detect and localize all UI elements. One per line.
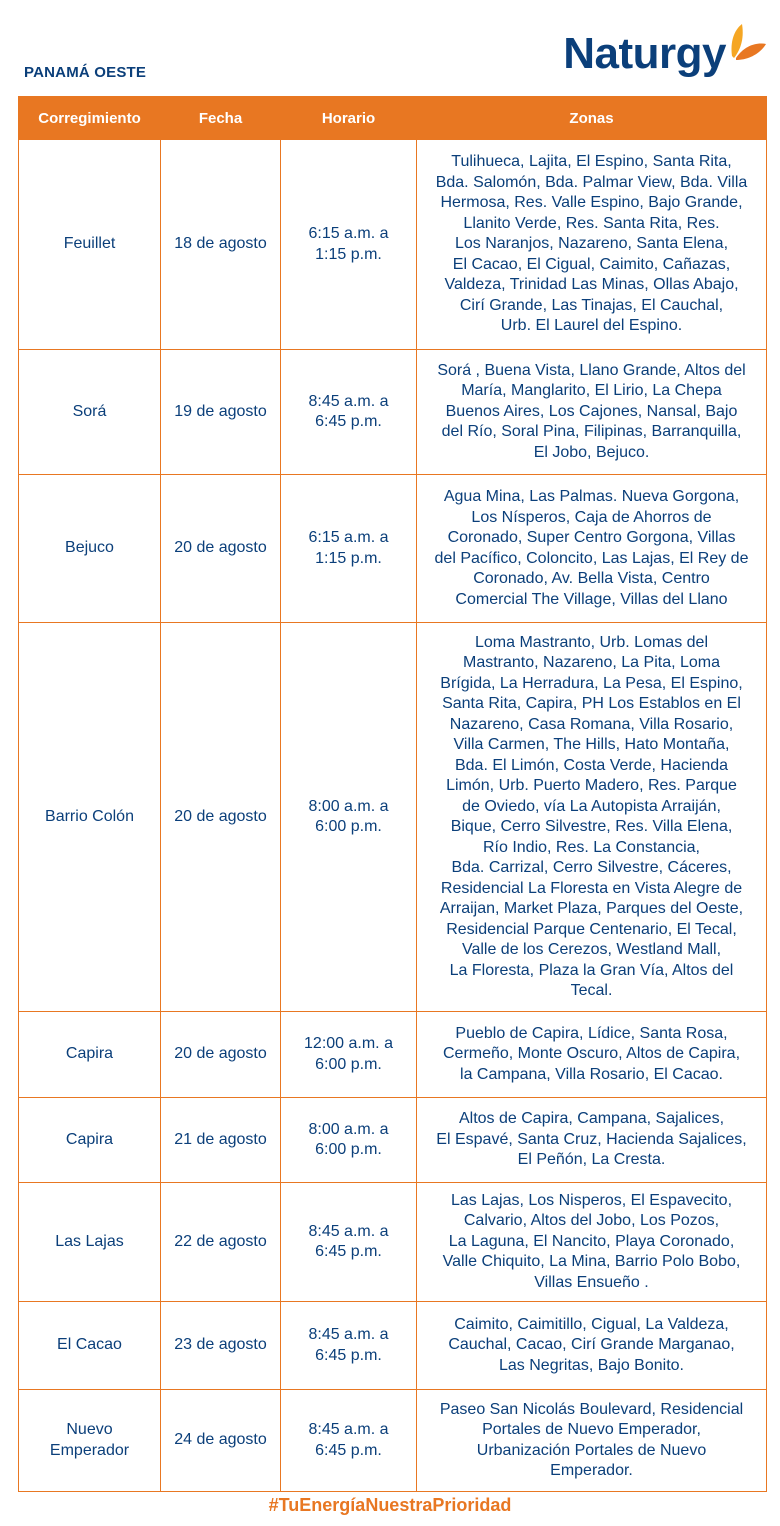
- zonas-line: Río Indio, Res. La Constancia,: [482, 838, 700, 856]
- fecha-cell: 21 de agosto: [161, 1098, 281, 1183]
- zonas-line: Valle Chiquito, La Mina, Barrio Polo Bobo,: [442, 1253, 741, 1271]
- corregimiento-cell: Feuillet: [19, 140, 161, 350]
- fecha-cell: 18 de agosto: [161, 140, 281, 350]
- corregimiento-cell: [19, 1390, 161, 1492]
- zonas-line: Residencial La Floresta en Vista Alegre de: [440, 879, 743, 897]
- horario-line: 8:45 a.m. a: [308, 1326, 389, 1343]
- zonas-line: El Espavé, Santa Cruz, Hacienda Sajalices,: [436, 1130, 747, 1148]
- zonas-line: Urbanización Portales de Nuevo: [476, 1441, 707, 1459]
- table-row: [19, 1012, 767, 1098]
- table-row: [19, 140, 767, 350]
- corregimiento-line: Emperador: [49, 1441, 130, 1459]
- horario-line: 6:45 p.m.: [315, 1441, 382, 1459]
- column-header: Fecha: [161, 97, 281, 140]
- horario-line: 6:15 a.m. a: [308, 529, 389, 546]
- fecha-cell: 20 de agosto: [161, 623, 281, 1012]
- zonas-line: la Campana, Villa Rosario, El Cacao.: [460, 1065, 723, 1083]
- zonas-line: Caimito, Caimitillo, Cigual, La Valdeza,: [454, 1315, 729, 1333]
- horario-line: 8:00 a.m. a: [308, 797, 389, 815]
- horario-line: 6:00 p.m.: [315, 1055, 382, 1073]
- zonas-line: Tulihueca, Lajita, El Espino, Santa Rita,: [451, 153, 732, 171]
- horario-line: 8:00 a.m. a: [308, 1120, 389, 1138]
- zonas-line: Las Negritas, Bajo Bonito.: [499, 1356, 684, 1374]
- zonas-line: Calvario, Altos del Jobo, Los Pozos,: [463, 1212, 720, 1230]
- zonas-line: Cermeño, Monte Oscuro, Altos de Capira,: [442, 1045, 741, 1063]
- zonas-cell: [417, 1302, 767, 1390]
- zonas-cell: [417, 1390, 767, 1492]
- zonas-line: Coronado, Av. Bella Vista, Centro: [473, 570, 710, 587]
- zonas-line: Villa Carmen, The Hills, Hato Montaña,: [453, 736, 730, 753]
- zonas-line: La Laguna, El Nancito, Playa Coronado,: [448, 1232, 735, 1250]
- zonas-line: Cirí Grande, Las Tinajas, El Cauchal,: [459, 296, 724, 314]
- zonas-cell: [417, 1012, 767, 1098]
- naturgy-logo: [563, 22, 768, 82]
- zonas-line: Santa Rita, Capira, PH Los Establos en El: [442, 695, 741, 712]
- zonas-line: Tecal.: [570, 982, 613, 999]
- zonas-line: María, Manglarito, El Lirio, La Chepa: [461, 382, 722, 400]
- fecha-cell: 20 de agosto: [161, 475, 281, 623]
- column-header: Corregimiento: [19, 97, 161, 140]
- zonas-line: Brígida, La Herradura, La Pesa, El Espino,: [440, 674, 743, 692]
- zonas-line: Valle de los Cerezos, Westland Mall,: [461, 941, 722, 958]
- table-header-row: [19, 97, 767, 140]
- horario-line: 8:45 a.m. a: [308, 1421, 389, 1438]
- outage-schedule-table: [18, 96, 767, 1492]
- zonas-line: Arraijan, Market Plaza, Parques del Oeste,: [439, 900, 744, 917]
- horario-cell: [281, 475, 417, 623]
- horario-line: 6:15 a.m. a: [308, 225, 389, 242]
- horario-cell: [281, 1302, 417, 1390]
- zonas-line: El Jobo, Bejuco.: [533, 443, 650, 461]
- corregimiento-cell: Bejuco: [19, 475, 161, 623]
- zonas-cell: [417, 623, 767, 1012]
- zonas-cell: [417, 475, 767, 623]
- zonas-line: Llanito Verde, Res. Santa Rita, Res.: [463, 214, 720, 232]
- fecha-cell: 20 de agosto: [161, 1012, 281, 1098]
- zonas-cell: [417, 1183, 767, 1302]
- zonas-line: Comercial The Village, Villas del Llano: [455, 590, 728, 608]
- region-title: PANAMÁ OESTE: [24, 64, 147, 81]
- zonas-line: Coronado, Super Centro Gorgona, Villas: [447, 529, 736, 546]
- zonas-line: Villas Ensueño .: [534, 1273, 649, 1291]
- zonas-line: Cauchal, Cacao, Cirí Grande Marganao,: [448, 1336, 735, 1354]
- corregimiento-cell: Capira: [19, 1012, 161, 1098]
- fecha-cell: 23 de agosto: [161, 1302, 281, 1390]
- table-body: [19, 140, 767, 1492]
- table-row: [19, 623, 767, 1012]
- zonas-line: Mastranto, Nazareno, La Pita, Loma: [462, 654, 721, 671]
- horario-cell: [281, 1012, 417, 1098]
- zonas-line: Los Naranjos, Nazareno, Santa Elena,: [454, 235, 729, 253]
- zonas-line: Emperador.: [550, 1462, 633, 1479]
- horario-cell: [281, 1183, 417, 1302]
- corregimiento-cell: Barrio Colón: [19, 623, 161, 1012]
- horario-line: 8:45 a.m. a: [308, 1222, 389, 1240]
- table-row: [19, 1183, 767, 1302]
- zonas-line: Buenos Aires, Los Cajones, Nansal, Bajo: [445, 402, 738, 420]
- zonas-line: Sorá , Buena Vista, Llano Grande, Altos del: [437, 361, 746, 379]
- zonas-line: El Peñón, La Cresta.: [517, 1151, 666, 1169]
- horario-line: 6:45 p.m.: [315, 1243, 382, 1260]
- corregimiento-line: Nuevo: [66, 1421, 113, 1438]
- zonas-line: La Floresta, Plaza la Gran Vía, Altos del: [449, 961, 734, 979]
- header: [0, 0, 780, 96]
- table-row: [19, 1098, 767, 1183]
- zonas-line: Residencial Parque Centenario, El Tecal,: [446, 920, 737, 938]
- corregimiento-cell: Capira: [19, 1098, 161, 1183]
- zonas-line: Bda. El Limón, Costa Verde, Hacienda: [454, 756, 729, 774]
- zonas-cell: [417, 1098, 767, 1183]
- butterfly-icon: [728, 22, 768, 70]
- zonas-line: Limón, Urb. Puerto Madero, Res. Parque: [446, 777, 737, 794]
- horario-line: 1:15 p.m.: [315, 245, 382, 263]
- logo-text: Naturgy: [563, 29, 726, 78]
- zonas-cell: [417, 350, 767, 475]
- zonas-line: Bda. Salomón, Bda. Palmar View, Bda. Villa: [435, 173, 748, 191]
- zonas-cell: [417, 140, 767, 350]
- zonas-line: Hermosa, Res. Valle Espino, Bajo Grande,: [440, 194, 743, 212]
- horario-line: 1:15 p.m.: [315, 549, 382, 567]
- fecha-cell: 22 de agosto: [161, 1183, 281, 1302]
- zonas-line: Las Lajas, Los Nisperos, El Espavecito,: [450, 1191, 733, 1209]
- column-header: Zonas: [417, 97, 767, 140]
- zonas-line: Los Nísperos, Caja de Ahorros de: [471, 508, 712, 526]
- zonas-line: Portales de Nuevo Emperador,: [482, 1421, 701, 1438]
- horario-line: 12:00 a.m. a: [304, 1035, 393, 1052]
- table-row: [19, 350, 767, 475]
- zonas-line: Agua Mina, Las Palmas. Nueva Gorgona,: [443, 488, 740, 505]
- horario-cell: [281, 1098, 417, 1183]
- zonas-line: Pueblo de Capira, Lídice, Santa Rosa,: [455, 1024, 728, 1042]
- table-row: [19, 1302, 767, 1390]
- horario-line: 6:00 p.m.: [315, 818, 382, 835]
- zonas-line: Valdeza, Trinidad Las Minas, Ollas Abajo,: [444, 276, 739, 294]
- zonas-line: Bda. Carrizal, Cerro Silvestre, Cáceres,: [451, 859, 732, 876]
- horario-cell: [281, 350, 417, 475]
- horario-cell: [281, 623, 417, 1012]
- horario-line: 6:45 p.m.: [315, 1346, 382, 1364]
- table-row: [19, 475, 767, 623]
- corregimiento-cell: Sorá: [19, 350, 161, 475]
- zonas-line: Nazareno, Casa Romana, Villa Rosario,: [449, 715, 734, 733]
- zonas-line: del Río, Soral Pina, Filipinas, Barranquilla,: [441, 423, 742, 441]
- zonas-line: del Pacífico, Coloncito, Las Lajas, El Rey de: [434, 549, 749, 567]
- zonas-line: Loma Mastranto, Urb. Lomas del: [475, 633, 708, 651]
- table-row: [19, 1390, 767, 1492]
- zonas-line: Paseo San Nicolás Boulevard, Residencial: [439, 1400, 744, 1418]
- horario-line: 8:45 a.m. a: [308, 392, 389, 410]
- zonas-line: Bique, Cerro Silvestre, Res. Villa Elena,: [450, 818, 733, 835]
- fecha-cell: 24 de agosto: [161, 1390, 281, 1492]
- horario-line: 6:45 p.m.: [315, 413, 382, 430]
- zonas-line: de Oviedo, vía La Autopista Arraiján,: [462, 797, 721, 815]
- horario-line: 6:00 p.m.: [315, 1141, 382, 1158]
- column-header: Horario: [281, 97, 417, 140]
- zonas-line: Altos de Capira, Campana, Sajalices,: [458, 1110, 725, 1128]
- footer-hashtag: #TuEnergíaNuestraPrioridad: [268, 1495, 512, 1515]
- zonas-line: Urb. El Laurel del Espino.: [500, 317, 683, 335]
- corregimiento-cell: El Cacao: [19, 1302, 161, 1390]
- fecha-cell: 19 de agosto: [161, 350, 281, 475]
- horario-cell: [281, 1390, 417, 1492]
- corregimiento-cell: Las Lajas: [19, 1183, 161, 1302]
- zonas-line: El Cacao, El Cigual, Caimito, Cañazas,: [452, 255, 731, 273]
- horario-cell: [281, 140, 417, 350]
